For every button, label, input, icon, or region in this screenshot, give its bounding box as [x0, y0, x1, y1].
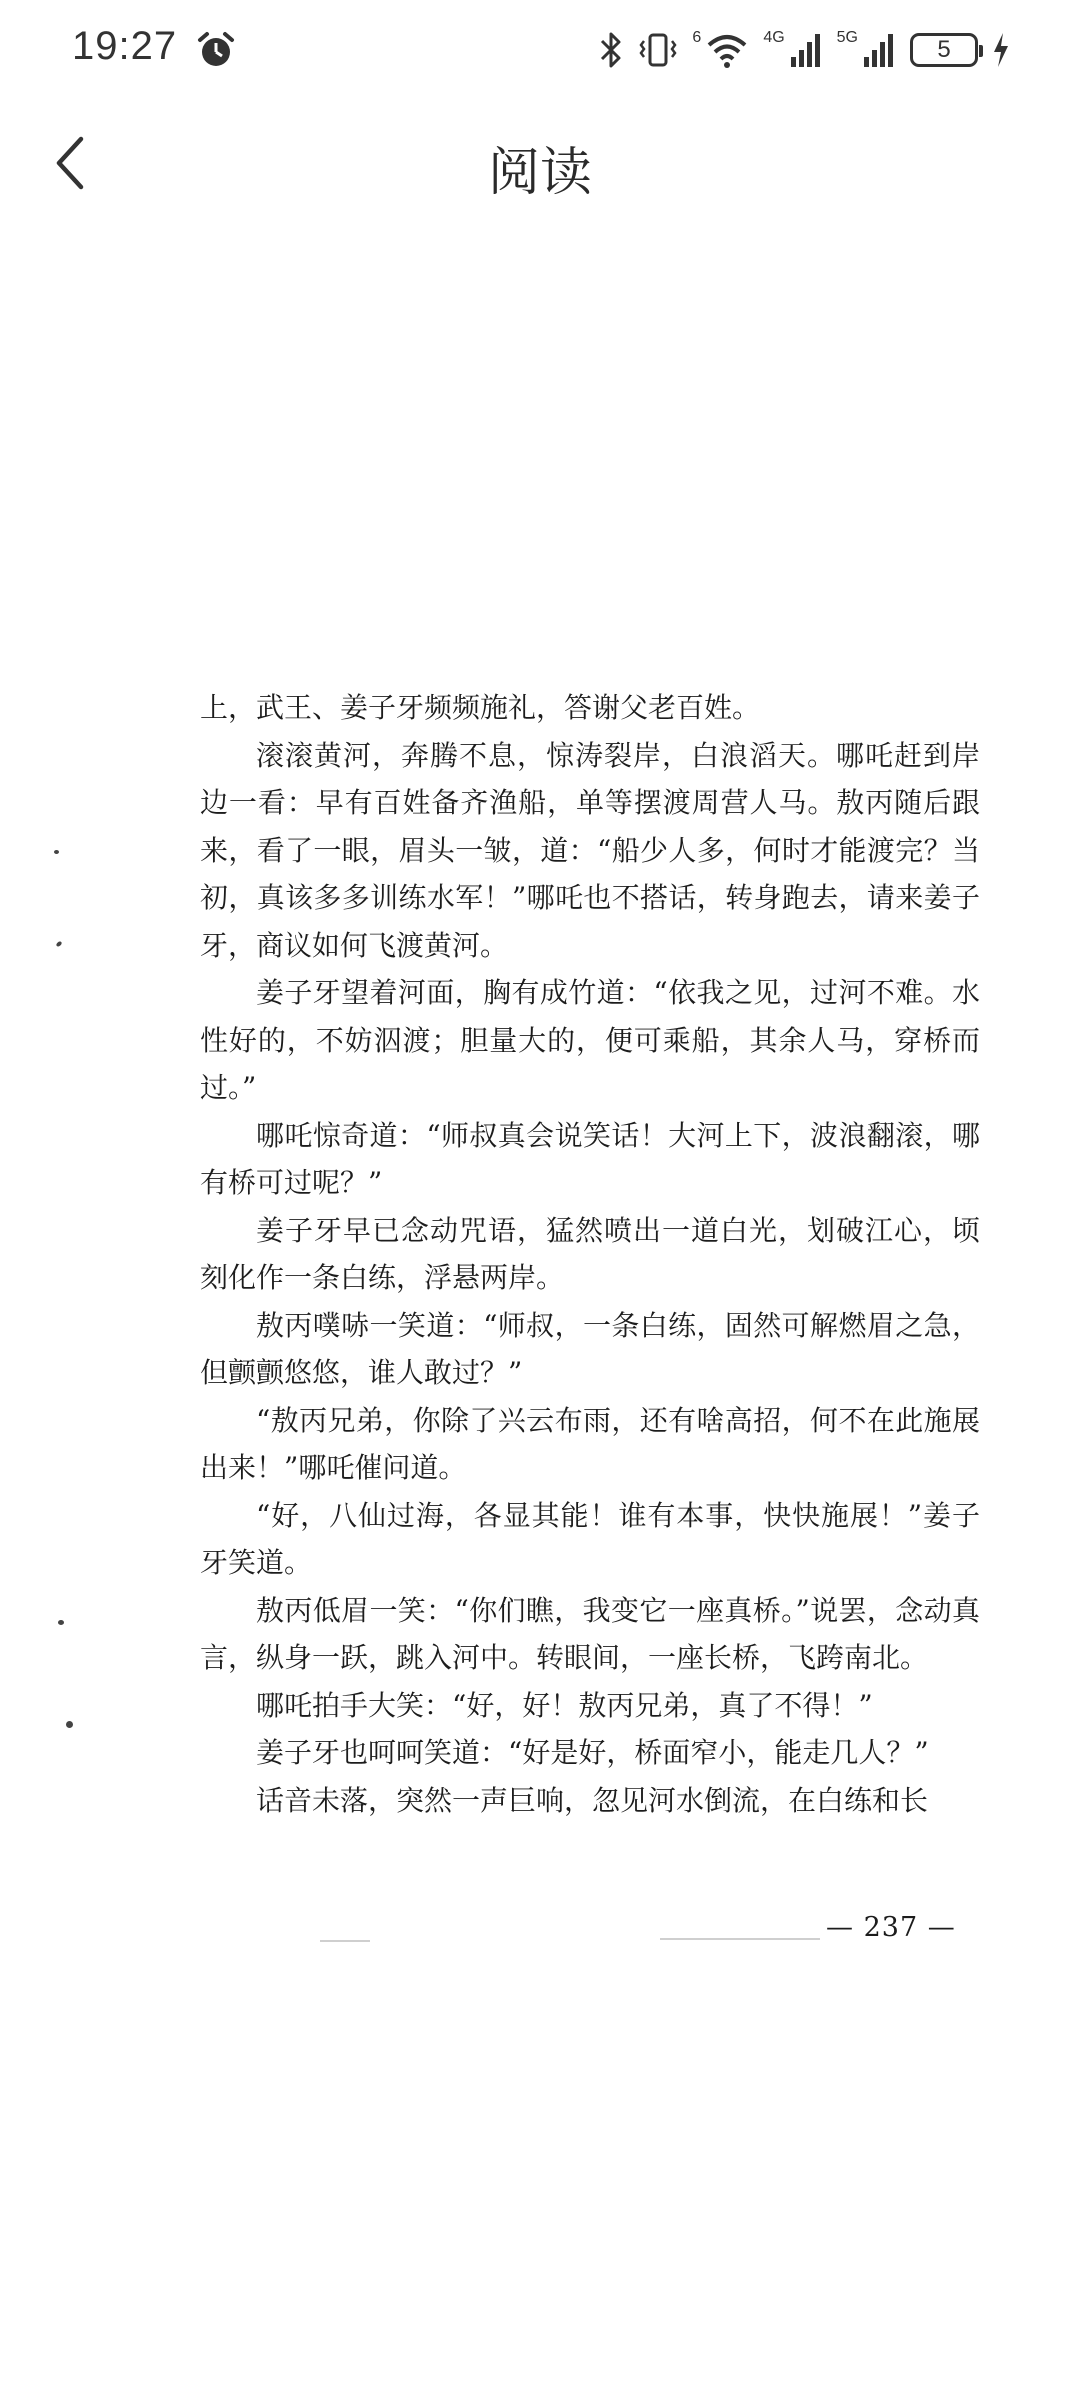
scan-speck — [55, 941, 62, 948]
paragraph: 哪吒拍手大笑：“好，好！敖丙兄弟，真了不得！” — [256, 1688, 873, 1722]
status-icons — [598, 28, 1010, 72]
page-title: 阅读 — [487, 143, 592, 203]
book-text — [200, 684, 980, 1824]
scan-speck — [66, 1721, 73, 1728]
paragraph: 话音未落，突然一声巨响，忽见河水倒流，在白练和长 — [256, 1783, 929, 1817]
charging-icon — [992, 31, 1010, 69]
page-number: — 237 — — [826, 1912, 956, 1943]
bluetooth-icon — [598, 31, 624, 69]
paragraph: 姜子牙望着河面，胸有成竹道：“依我之见，过河不难。水性好的，不妨泅渡；胆量大的，便可乘船，其余人马，穿桥而过。” — [200, 976, 980, 1104]
scanned-page[interactable] — [0, 240, 1080, 2400]
paragraph: 敖丙低眉一笑：“你们瞧，我变它一座真桥。”说罢，念动真言，纵身一跃，跳入河中。转眼间，一座长桥，飞跨南北。 — [200, 1593, 980, 1674]
scan-speck — [54, 850, 59, 854]
wifi-label: 6 — [692, 29, 702, 46]
status-time: 19:27 — [72, 24, 178, 68]
paragraph: 哪吒惊奇道：“师叔真会说笑话！大河上下，波浪翻滚，哪有桥可过呢？” — [200, 1118, 980, 1199]
vibrate-icon — [638, 31, 678, 69]
paragraph: 姜子牙早已念动咒语，猛然喷出一道白光，划破江心，顷刻化作一条白练，浮悬两岸。 — [200, 1213, 980, 1294]
header — [0, 110, 1080, 220]
scan-artifact — [660, 1938, 820, 1940]
paragraph: 滚滚黄河，奔腾不息，惊涛裂岸，白浪滔天。哪吒赶到岸边一看：早有百姓备齐渔船，单等摆渡周营人马。敖丙随后跟来，看了一眼，眉头一皱，道：“船少人多，何时才能渡完？当初，真该多多训练水军！”哪吒也不搭话，转身跑去，请来姜子牙，商议如何飞渡黄河。 — [200, 738, 980, 962]
paragraph: “敖丙兄弟，你除了兴云布雨，还有啥高招，何不在此施展出来！”哪吒催问道。 — [200, 1403, 980, 1484]
battery-icon — [910, 33, 978, 67]
scan-artifact — [320, 1940, 370, 1942]
scan-speck — [58, 1620, 64, 1625]
paragraph: “好，八仙过海，各显其能！谁有本事，快快施展！”姜子牙笑道。 — [200, 1498, 980, 1579]
paragraph: 姜子牙也呵呵笑道：“好是好，桥面窄小，能走几人？” — [256, 1736, 929, 1769]
alarm-icon — [196, 30, 236, 70]
status-bar — [0, 0, 1080, 100]
network-5g-label: 5G — [836, 29, 858, 46]
paragraph: 上，武王、姜子牙频频施礼，答谢父老百姓。 — [200, 691, 761, 724]
signal-4g-icon — [789, 31, 823, 69]
battery-level: 5 — [937, 36, 951, 63]
wifi-icon — [705, 31, 749, 69]
signal-5g-icon — [862, 31, 896, 69]
paragraph: 敖丙噗哧一笑道：“师叔，一条白练，固然可解燃眉之急，但颤颤悠悠，谁人敢过？” — [200, 1308, 980, 1389]
network-4g-label: 4G — [763, 29, 785, 46]
